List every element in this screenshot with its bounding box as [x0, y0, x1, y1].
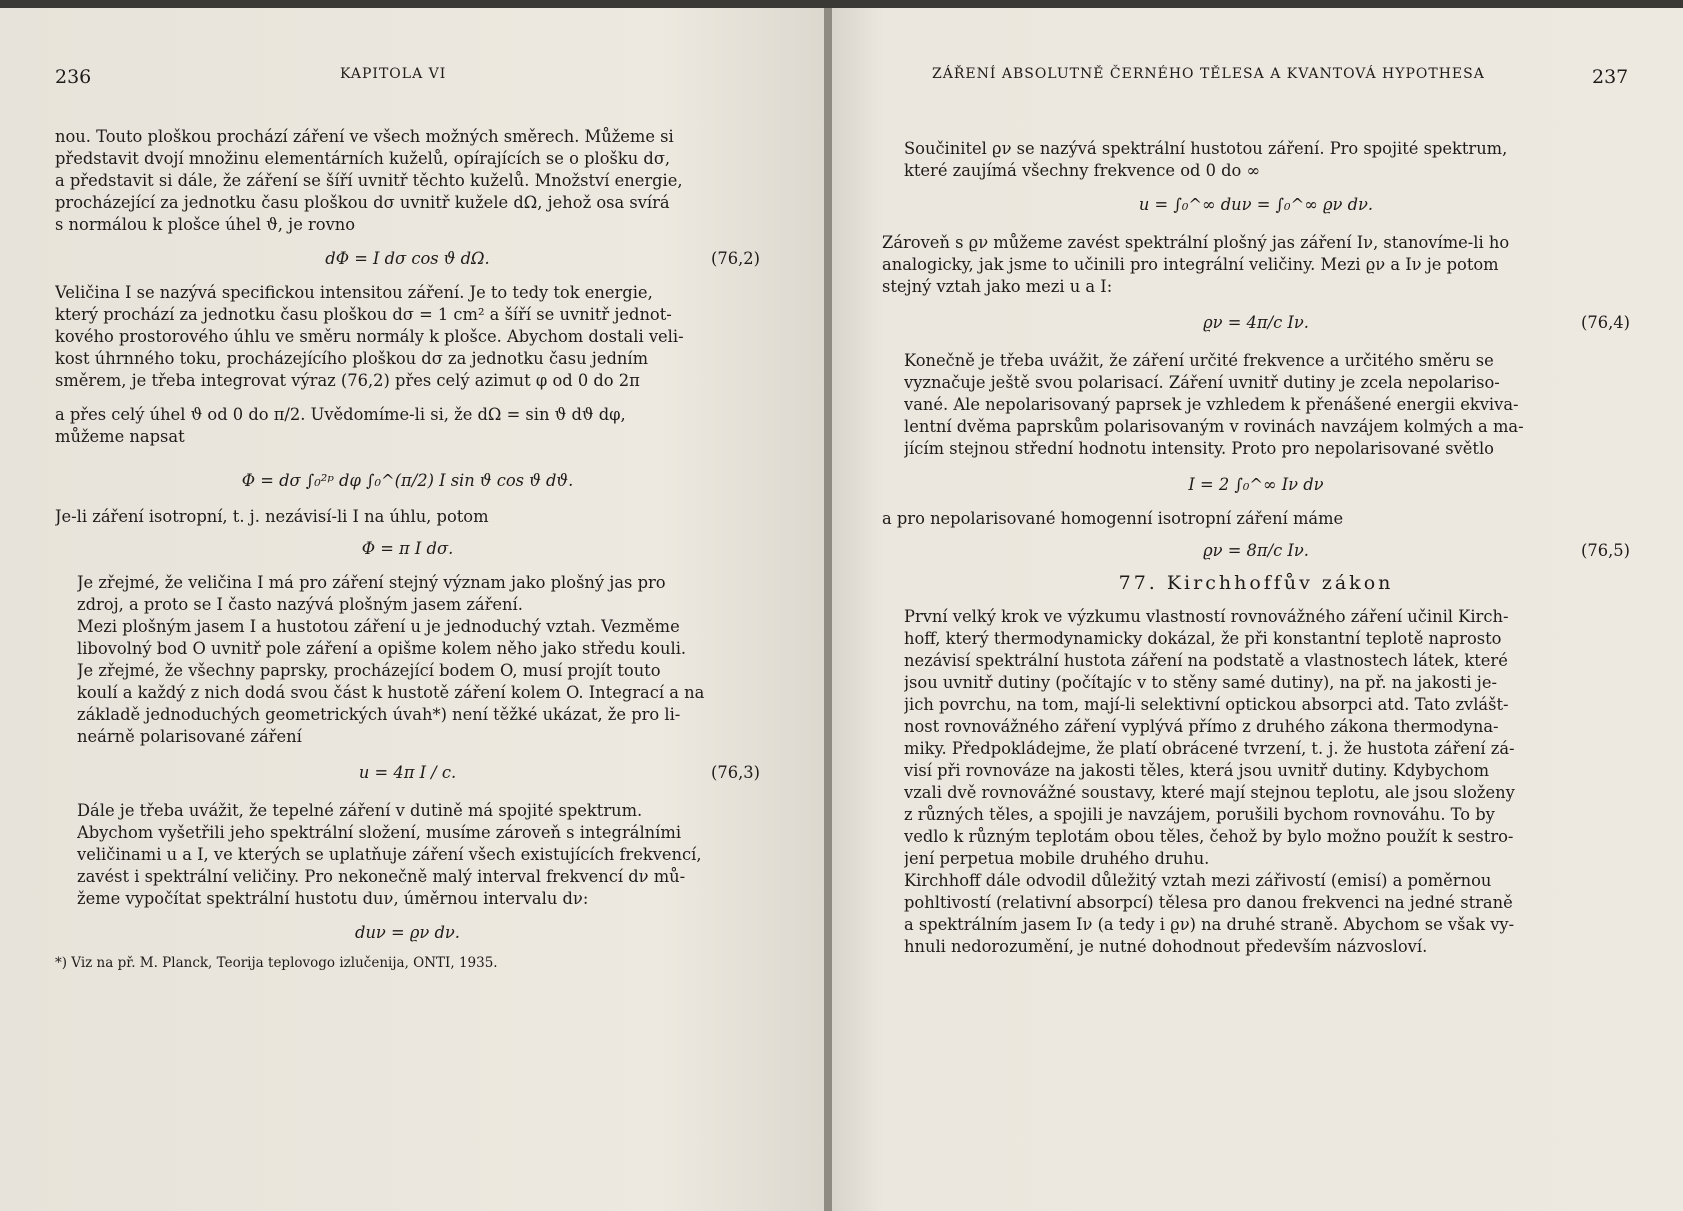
text-line: vzali dvě rovnovážné soustavy, které mají stejnou teplotu, ale jsou složeny — [904, 783, 1515, 802]
text-line: a přes celý úhel ϑ od 0 do π/2. Uvědomíme-li si, že dΩ = sin ϑ dϑ dφ, — [55, 405, 626, 424]
text-line: vyznačuje ještě svou polarisací. Záření uvnitř dutiny je zcela nepolariso- — [904, 373, 1500, 392]
text-line: hnuli nedorozumění, je nutné dohodnout především názvosloví. — [904, 937, 1428, 956]
paragraph — [55, 126, 760, 236]
text-line: který prochází za jednotku času ploškou dσ = 1 cm² a šíří se uvnitř jednot- — [55, 305, 672, 324]
equation-number: (76,4) — [1581, 313, 1630, 332]
equation-u: u = ∫₀^∞ duν = ∫₀^∞ ϱν dν. — [1138, 195, 1374, 214]
equation-76-4 — [882, 312, 1630, 334]
paragraph — [55, 616, 760, 748]
running-head-right: ZÁŘENÍ ABSOLUTNĚ ČERNÉHO TĚLESA A KVANTOVÁ HYPOTHESA — [932, 66, 1485, 82]
text-line: nost rovnovážného záření vyplývá přímo z druhého zákona thermodyna- — [904, 717, 1499, 736]
text-line: představit dvojí množinu elementárních kuželů, opírajících se o plošku dσ, — [55, 149, 671, 168]
page-number-left: 236 — [55, 66, 92, 88]
text-line: veličinami u a I, ve kterých se uplatňuje záření všech existujících frekvencí, — [77, 845, 702, 864]
text-line: visí při rovnováze na jakosti těles, která jsou uvnitř dutiny. Kdybychom — [904, 761, 1490, 780]
paragraph — [882, 606, 1630, 870]
equation-number: (76,5) — [1581, 541, 1630, 560]
text-line: miky. Předpokládejme, že platí obrácené tvrzení, t. j. že hustota záření zá- — [904, 739, 1515, 758]
paragraph — [882, 350, 1630, 460]
equation-text: ϱν = 4π/c Iν. — [1203, 313, 1309, 332]
equation-text: u = 4π I / c. — [358, 763, 457, 782]
text-line: vedlo k různým teplotám obou těles, čehož by bylo možno použít k sestro- — [904, 827, 1514, 846]
footnote: *) Viz na př. M. Planck, Teorija teplovogo izlučenija, ONTI, 1935. — [55, 955, 498, 971]
text-line: jich povrchu, na tom, mají-li selektivní optickou absorpci atd. Tato zvlášt- — [904, 695, 1509, 714]
text-line: Veličina I se nazývá specifickou intensitou záření. Je to tedy tok energie, — [55, 283, 653, 302]
text-line: a pro nepolarisované homogenní isotropní záření máme — [882, 509, 1344, 528]
equation-phi: Φ = dσ ∫₀²ᵖ dφ ∫₀^(π/2) I sin ϑ cos ϑ dϑ. — [241, 471, 574, 490]
text-line: nezávisí spektrální hustota záření na podstatě a vlastnostech látek, které — [904, 651, 1508, 670]
paragraph — [55, 800, 760, 910]
text-line: procházející za jednotku času ploškou dσ uvnitř kužele dΩ, jehož osa svírá — [55, 193, 670, 212]
text-line: směrem, je třeba integrovat výraz (76,2) přes celý azimut φ od 0 do 2π — [55, 371, 640, 390]
paragraph — [882, 870, 1630, 958]
equation-76-5 — [882, 540, 1630, 562]
text-line: koulí a každý z nich dodá svou část k hustotě záření kolem O. Integrací a na — [77, 683, 705, 702]
equation-number: (76,3) — [711, 763, 760, 782]
running-head-left: KAPITOLA VI — [340, 66, 447, 82]
left-page — [0, 8, 826, 1211]
text-line: Je zřejmé, že všechny paprsky, procházející bodem O, musí projít touto — [77, 661, 661, 680]
text-line: První velký krok ve výzkumu vlastností rovnovážného záření učinil Kirch- — [904, 607, 1509, 626]
text-line: Mezi plošným jasem I a hustotou záření u je jednoduchý vztah. Vezměme — [77, 617, 680, 636]
text-line: vané. Ale nepolarisovaný paprsek je vzhledem k přenášené energii ekviva- — [904, 395, 1519, 414]
equation-76-2 — [55, 248, 760, 270]
text-line: zavést i spektrální veličiny. Pro nekonečně malý interval frekvencí dν mů- — [77, 867, 686, 886]
paragraph — [882, 138, 1630, 182]
text-line: s normálou k plošce úhel ϑ, je rovno — [55, 215, 356, 234]
left-text-block — [55, 126, 760, 974]
right-text-block — [882, 138, 1630, 958]
text-line: Je zřejmé, že veličina I má pro záření stejný význam jako plošný jas pro — [77, 573, 666, 592]
text-line: Konečně je třeba uvážit, že záření určité frekvence a určitého směru se — [904, 351, 1494, 370]
text-line: hoff, který thermodynamicky dokázal, že při konstantní teplotě naprosto — [904, 629, 1502, 648]
paragraph — [55, 282, 760, 392]
text-line: základě jednoduchých geometrických úvah*) není těžké ukázat, že pro li- — [77, 705, 681, 724]
paragraph — [55, 572, 760, 616]
text-line: lentní dvěma paprskům polarisovaným v rovinách navzájem kolmých a ma- — [904, 417, 1524, 436]
equation-text: ϱν = 8π/c Iν. — [1203, 541, 1309, 560]
page-number-right: 237 — [1592, 66, 1629, 88]
text-line: žeme vypočítat spektrální hustotu duν, úměrnou intervalu dν: — [77, 889, 589, 908]
text-line: jícím stejnou střední hodnotu intensity. Proto pro nepolarisované světlo — [904, 439, 1494, 458]
right-page — [832, 8, 1683, 1211]
text-line: Je-li záření isotropní, t. j. nezávisí-li I na úhlu, potom — [55, 507, 489, 526]
equation-phi-isotropic: Φ = π I dσ. — [361, 539, 454, 558]
text-line: zdroj, a proto se I často nazývá plošným jasem záření. — [77, 595, 523, 614]
text-line: pohltivostí (relativní absorpcí) tělesa pro danou frekvenci na jedné straně — [904, 893, 1513, 912]
text-line: jení perpetua mobile druhého druhu. — [904, 849, 1210, 868]
text-line: můžeme napsat — [55, 427, 185, 446]
text-line: analogicky, jak jsme to učinili pro integrální veličiny. Mezi ϱν a Iν je potom — [882, 255, 1499, 274]
text-line: stejný vztah jako mezi u a I: — [882, 277, 1113, 296]
text-line: Součinitel ϱν se nazývá spektrální hustotou záření. Pro spojité spektrum, — [904, 139, 1508, 158]
text-line: jsou uvnitř dutiny (počítajíc v to stěny samé dutiny), na př. na jakosti je- — [904, 673, 1497, 692]
text-line: Abychom vyšetřili jeho spektrální složení, musíme zároveň s integrálními — [77, 823, 682, 842]
text-line: a spektrálním jasem Iν (a tedy i ϱν) na druhé straně. Abychom se však vy- — [904, 915, 1515, 934]
text-line: Zároveň s ϱν můžeme zavést spektrální plošný jas záření Iν, stanovíme-li ho — [882, 233, 1510, 252]
text-line: nou. Touto ploškou prochází záření ve všech možných směrech. Můžeme si — [55, 127, 674, 146]
text-line: Kirchhoff dále odvodil důležitý vztah mezi zářivostí (emisí) a poměrnou — [904, 871, 1492, 890]
text-line: Dále je třeba uvážit, že tepelné záření v dutině má spojité spektrum. — [77, 801, 643, 820]
equation-I: I = 2 ∫₀^∞ Iν dν — [1188, 475, 1324, 494]
equation-number: (76,2) — [711, 249, 760, 268]
text-line: kového prostorového úhlu ve směru normály k plošce. Abychom dostali veli- — [55, 327, 684, 346]
text-line: kost úhrnného toku, procházejícího ploškou dσ za jednotku času jedním — [55, 349, 649, 368]
paragraph — [882, 232, 1630, 298]
equation-text: dΦ = I dσ cos ϑ dΩ. — [325, 249, 490, 268]
equation-du: duν = ϱν dν. — [355, 923, 460, 942]
text-line: libovolný bod O uvnitř pole záření a opišme kolem něho jako středu kouli. — [77, 639, 687, 658]
text-line: neárně polarisované záření — [77, 727, 302, 746]
equation-76-3 — [55, 762, 760, 784]
text-line: které zaujímá všechny frekvence od 0 do ∞ — [904, 161, 1261, 180]
text-line: z různých těles, a spojili je navzájem, porušili bychom rovnováhu. To by — [904, 805, 1495, 824]
section-title: 77. Kirchhoffův zákon — [1118, 572, 1394, 594]
text-line: a představit si dále, že záření se šíří uvnitř těchto kuželů. Množství energie, — [55, 171, 683, 190]
